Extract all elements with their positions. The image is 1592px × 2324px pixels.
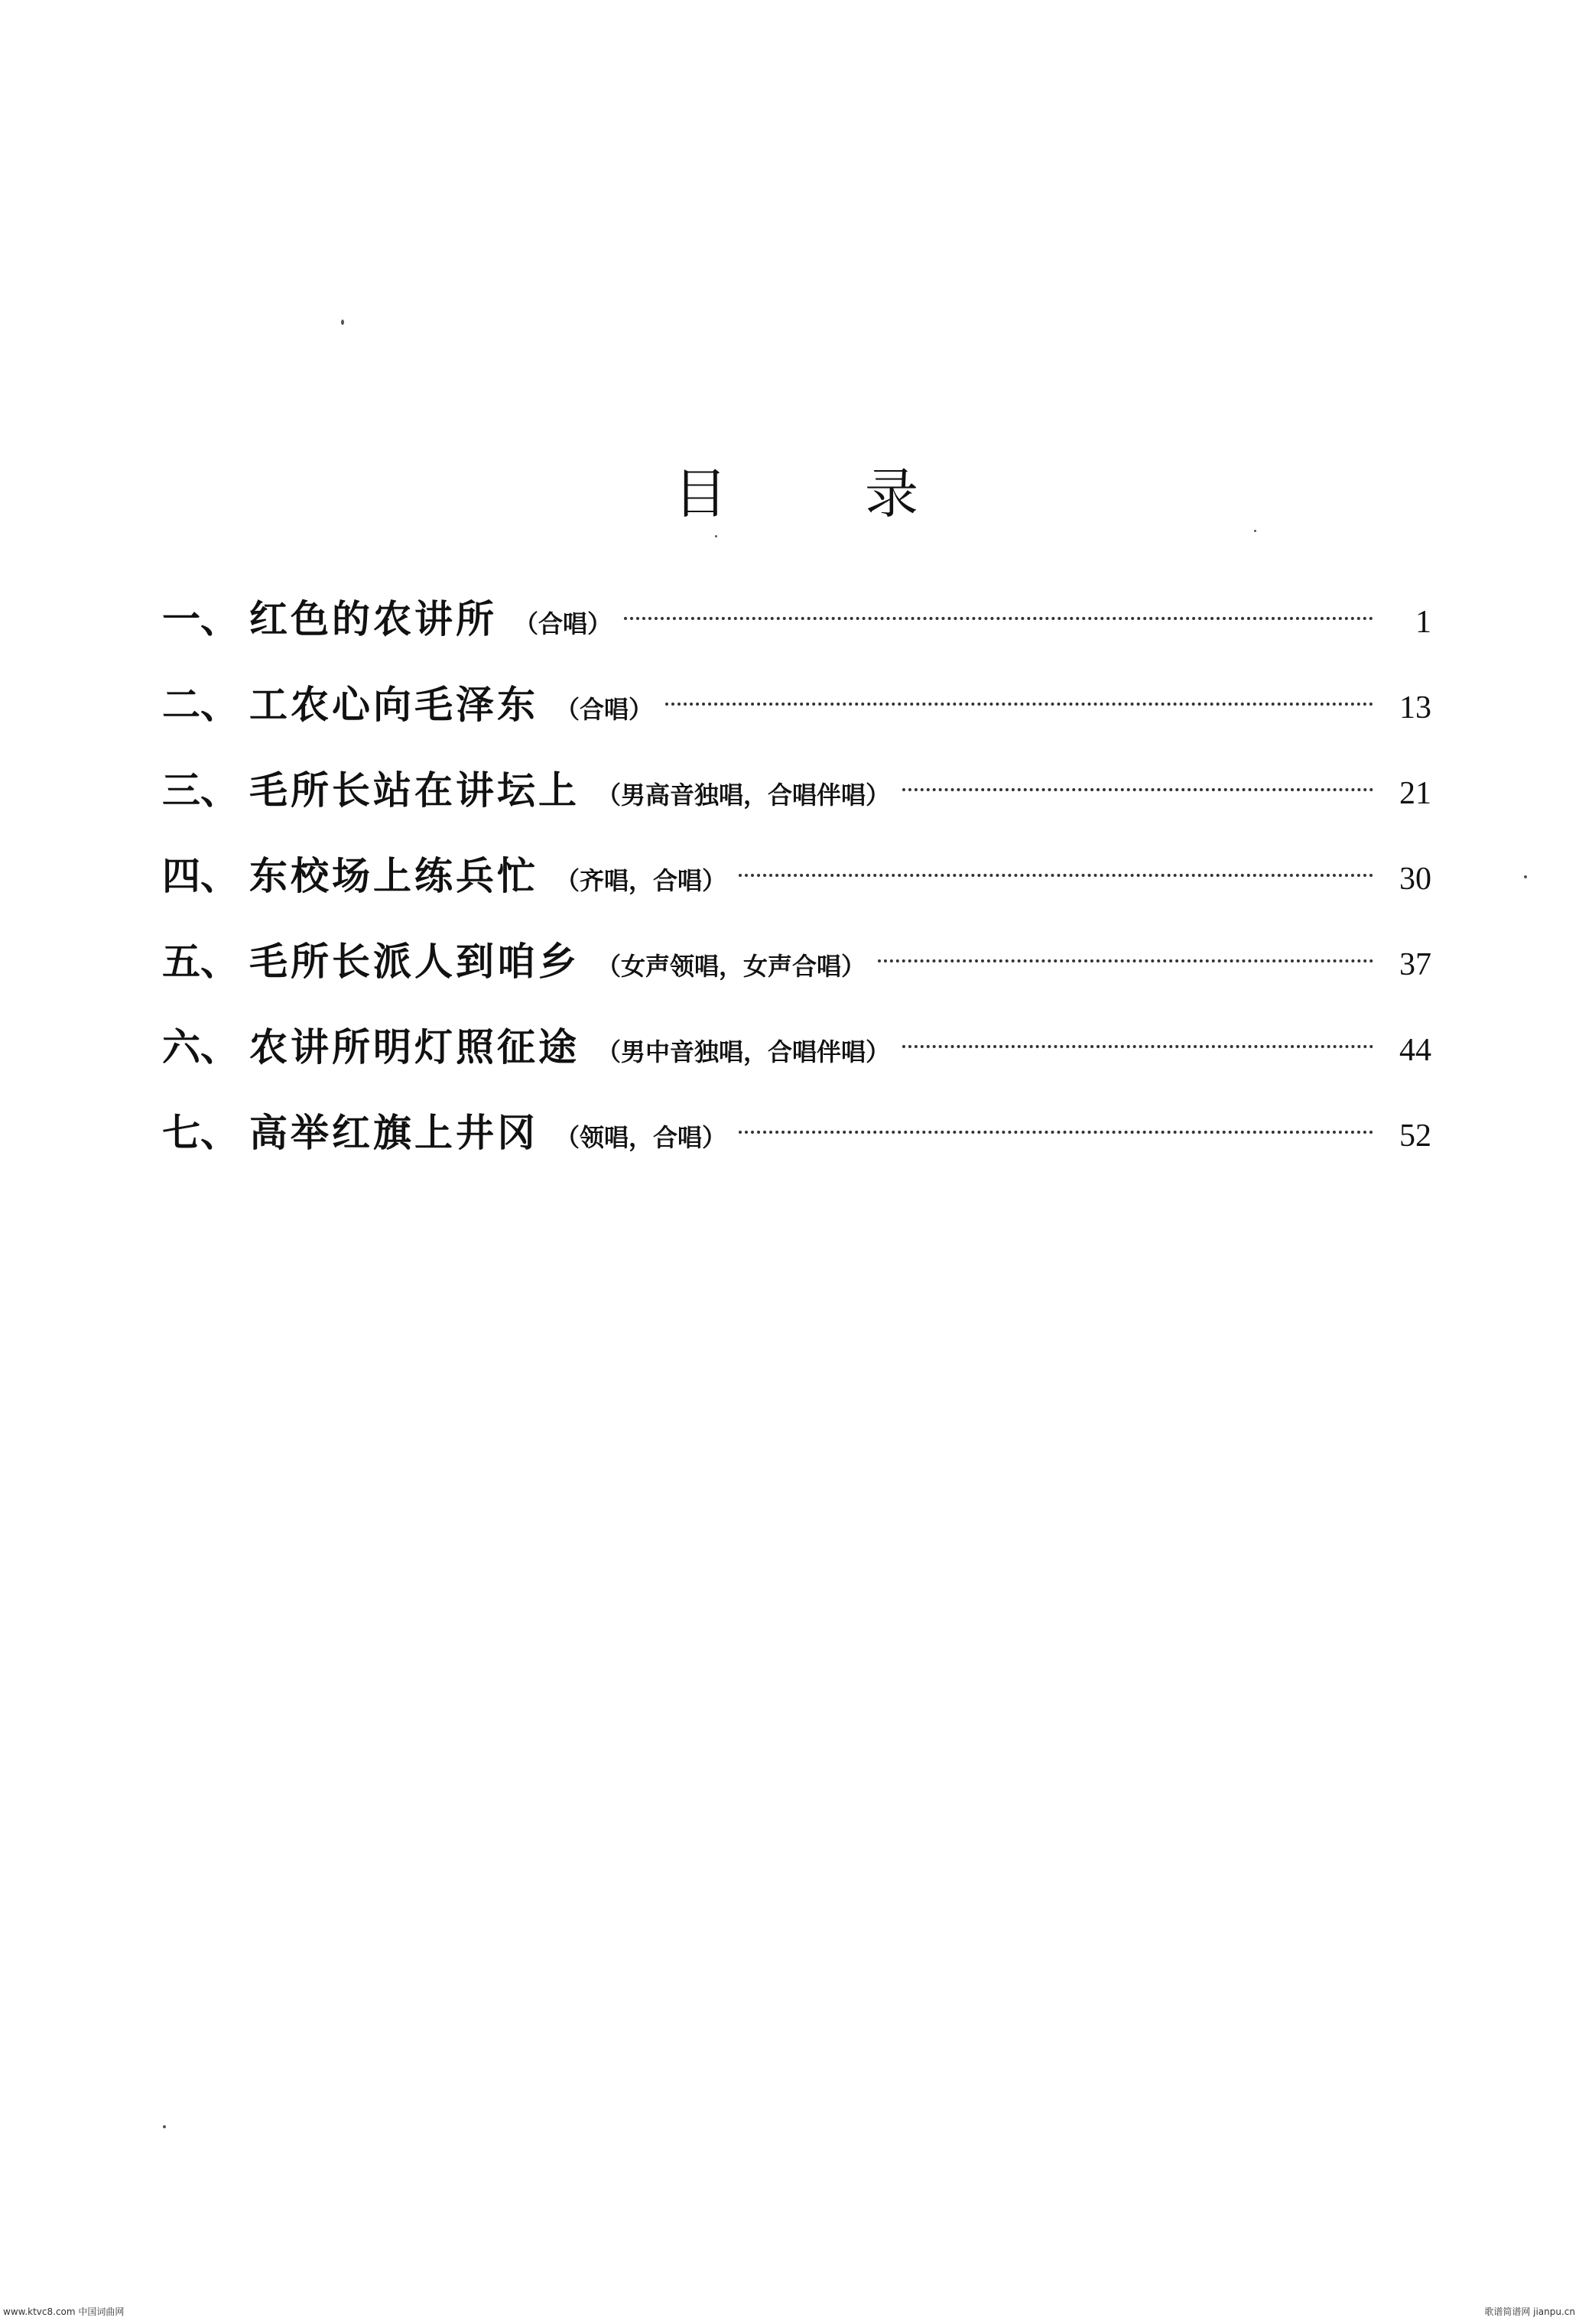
entry-number: 四 [162, 854, 200, 898]
entry-number: 一 [162, 597, 200, 641]
page-title [0, 451, 1592, 528]
entry-page-number: 1 [1415, 605, 1431, 640]
entry-title: 高举红旗上井冈 [249, 1111, 538, 1155]
entry-separator: 、 [200, 1111, 239, 1155]
dot-leader [624, 617, 1373, 620]
entry-number: 五 [162, 940, 200, 984]
dot-leader [739, 874, 1373, 877]
entry-performance-note: （齐唱，合唱） [555, 866, 727, 895]
scan-speck [715, 535, 717, 537]
toc-entry-5[interactable] [162, 931, 1431, 1017]
toc-entry-2[interactable] [162, 674, 1431, 760]
entry-separator: 、 [200, 768, 239, 813]
entry-separator: 、 [200, 683, 239, 727]
toc-entry-6[interactable] [162, 1017, 1431, 1102]
entry-page-number: 13 [1399, 690, 1431, 725]
entry-performance-note: （女声领唱，女声合唱） [596, 952, 866, 981]
entry-number: 二 [162, 683, 200, 727]
entry-title: 毛所长站在讲坛上 [249, 768, 580, 813]
toc-entry-1[interactable] [162, 589, 1431, 674]
entry-number: 三 [162, 768, 200, 813]
footer-watermark-left: www.ktvc8.com 中国词曲网 [3, 2306, 125, 2317]
entry-page-number: 37 [1399, 947, 1431, 982]
entry-title: 红色的农讲所 [249, 597, 497, 641]
title-char-2: 录 [865, 463, 918, 525]
entry-performance-note: （合唱） [555, 695, 654, 724]
toc-entry-4[interactable] [162, 846, 1431, 931]
entry-title: 东校场上练兵忙 [249, 854, 538, 898]
entry-title: 农讲所明灯照征途 [249, 1025, 580, 1069]
entry-page-number: 44 [1399, 1033, 1431, 1068]
entry-page-number: 21 [1399, 776, 1431, 811]
entry-page-number: 30 [1399, 862, 1431, 897]
scan-speck [341, 320, 344, 325]
toc-list [162, 589, 1431, 1188]
title-char-1: 目 [674, 463, 727, 525]
entry-performance-note: （领唱，合唱） [555, 1123, 727, 1152]
entry-separator: 、 [200, 854, 239, 898]
scan-speck [1254, 530, 1256, 532]
entry-separator: 、 [200, 1025, 239, 1069]
dot-leader [878, 959, 1373, 962]
entry-page-number: 52 [1399, 1118, 1431, 1154]
scan-speck [163, 2125, 166, 2128]
dot-leader [739, 1131, 1373, 1134]
entry-number: 六 [162, 1025, 200, 1069]
entry-performance-note: （男高音独唱，合唱伴唱） [596, 781, 891, 810]
entry-separator: 、 [200, 940, 239, 984]
entry-performance-note: （合唱） [514, 609, 612, 638]
footer-watermark-right: 歌谱简谱网 jianpu.cn [1484, 2306, 1575, 2317]
toc-entry-7[interactable] [162, 1102, 1431, 1188]
entry-separator: 、 [200, 597, 239, 641]
entry-title: 工农心向毛泽东 [249, 683, 538, 727]
scan-speck [1524, 875, 1527, 878]
dot-leader [665, 703, 1373, 706]
entry-number: 七 [162, 1111, 200, 1155]
entry-title: 毛所长派人到咱乡 [249, 940, 580, 984]
toc-entry-3[interactable] [162, 760, 1431, 846]
dot-leader [902, 788, 1373, 791]
dot-leader [902, 1045, 1373, 1048]
entry-performance-note: （男中音独唱，合唱伴唱） [596, 1037, 891, 1066]
